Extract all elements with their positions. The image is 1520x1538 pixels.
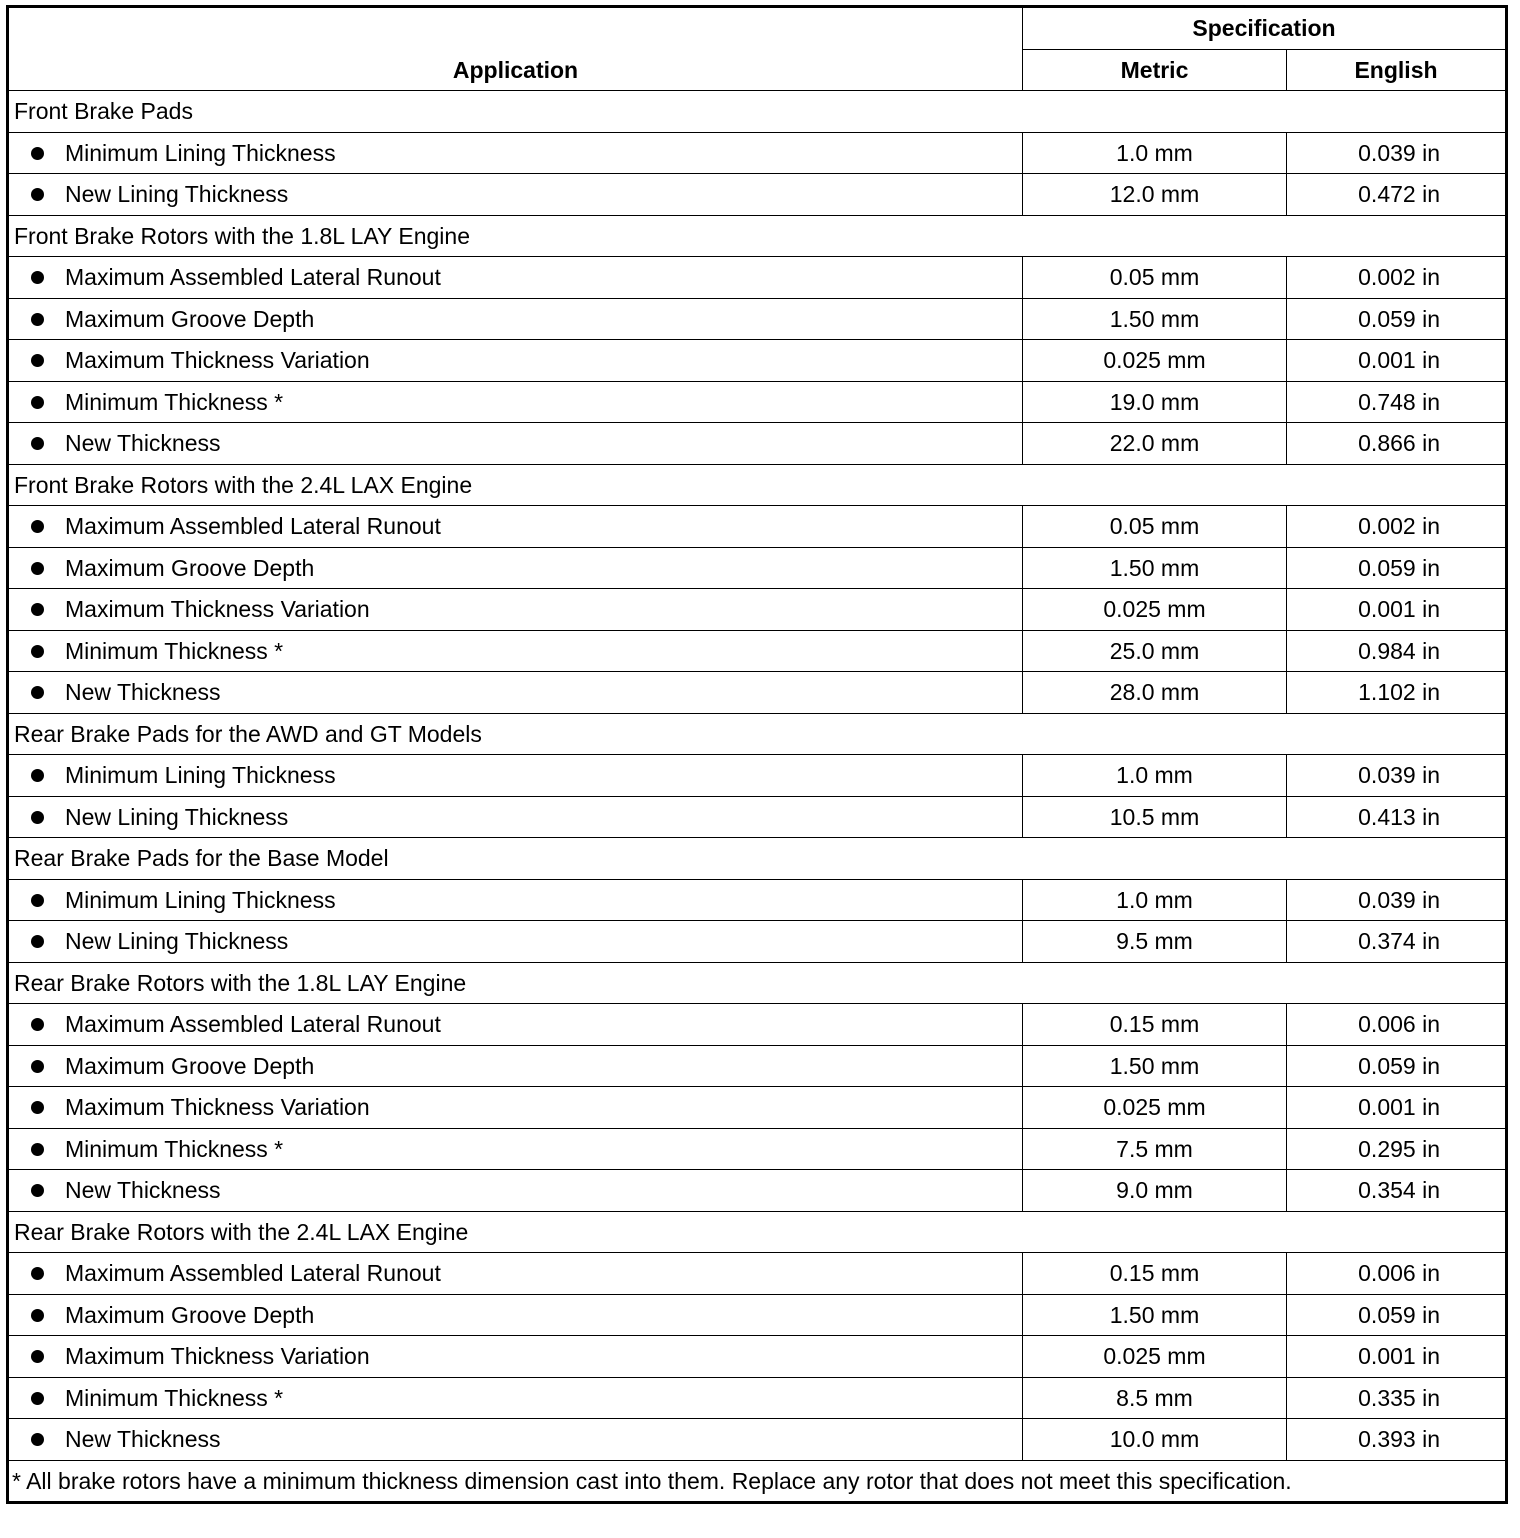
item-label: Maximum Groove Depth xyxy=(65,305,315,332)
application-cell xyxy=(8,1336,1023,1378)
table-row xyxy=(8,174,1507,216)
table-row xyxy=(8,630,1507,672)
table-row xyxy=(8,381,1507,423)
english-value: 0.393 in xyxy=(1287,1419,1507,1461)
metric-value: 0.025 mm xyxy=(1023,589,1287,631)
application-cell xyxy=(8,298,1023,340)
table-row xyxy=(8,423,1507,465)
bullet-icon xyxy=(31,1184,44,1197)
english-value: 0.002 in xyxy=(1287,257,1507,299)
bullet-icon xyxy=(31,686,44,699)
item-label: Maximum Thickness Variation xyxy=(65,596,370,623)
footnote: * All brake rotors have a minimum thickness dimension cast into them. Replace any rotor that does not meet this specification. xyxy=(8,1460,1507,1503)
section-row xyxy=(8,962,1507,1004)
item-label: Maximum Thickness Variation xyxy=(65,347,370,374)
bullet-icon xyxy=(31,147,44,160)
item-label: New Lining Thickness xyxy=(65,181,289,208)
table-row xyxy=(8,1004,1507,1046)
bullet-icon xyxy=(31,520,44,533)
english-value: 0.984 in xyxy=(1287,630,1507,672)
metric-value: 1.50 mm xyxy=(1023,1045,1287,1087)
english-value: 0.006 in xyxy=(1287,1253,1507,1295)
bullet-icon xyxy=(31,1101,44,1114)
item-label: Maximum Assembled Lateral Runout xyxy=(65,264,441,291)
metric-value: 0.05 mm xyxy=(1023,257,1287,299)
metric-value: 0.025 mm xyxy=(1023,1087,1287,1129)
section-title: Rear Brake Pads for the Base Model xyxy=(8,838,1507,880)
application-cell xyxy=(8,257,1023,299)
section-row xyxy=(8,464,1507,506)
bullet-icon xyxy=(31,354,44,367)
bullet-icon xyxy=(31,396,44,409)
section-row xyxy=(8,838,1507,880)
english-value: 0.059 in xyxy=(1287,1045,1507,1087)
table-row xyxy=(8,1087,1507,1129)
metric-value: 1.0 mm xyxy=(1023,755,1287,797)
bullet-icon xyxy=(31,603,44,616)
item-label: New Thickness xyxy=(65,430,221,457)
table-row xyxy=(8,879,1507,921)
english-value: 0.866 in xyxy=(1287,423,1507,465)
english-value: 0.472 in xyxy=(1287,174,1507,216)
header-row-top xyxy=(8,7,1507,50)
table-row xyxy=(8,506,1507,548)
section-row xyxy=(8,91,1507,133)
application-column-header: Application xyxy=(8,7,1023,91)
english-value: 0.059 in xyxy=(1287,298,1507,340)
bullet-icon xyxy=(31,1433,44,1446)
application-cell xyxy=(8,1087,1023,1129)
application-cell xyxy=(8,1004,1023,1046)
item-label: Maximum Assembled Lateral Runout xyxy=(65,1011,441,1038)
table-row xyxy=(8,755,1507,797)
table-row xyxy=(8,796,1507,838)
bullet-icon xyxy=(31,769,44,782)
item-label: New Lining Thickness xyxy=(65,928,289,955)
application-cell xyxy=(8,1170,1023,1212)
english-value: 0.335 in xyxy=(1287,1377,1507,1419)
english-column-header: English xyxy=(1287,49,1507,91)
bullet-icon xyxy=(31,1143,44,1156)
application-cell xyxy=(8,132,1023,174)
metric-value: 8.5 mm xyxy=(1023,1377,1287,1419)
metric-value: 1.50 mm xyxy=(1023,1294,1287,1336)
english-value: 0.748 in xyxy=(1287,381,1507,423)
table-row xyxy=(8,257,1507,299)
application-cell xyxy=(8,1128,1023,1170)
section-title: Front Brake Rotors with the 2.4L LAX Engine xyxy=(8,464,1507,506)
application-cell xyxy=(8,423,1023,465)
metric-value: 25.0 mm xyxy=(1023,630,1287,672)
bullet-icon xyxy=(31,188,44,201)
item-label: Maximum Assembled Lateral Runout xyxy=(65,1260,441,1287)
item-label: New Thickness xyxy=(65,679,221,706)
english-value: 0.039 in xyxy=(1287,879,1507,921)
section-row xyxy=(8,215,1507,257)
application-cell xyxy=(8,174,1023,216)
bullet-icon xyxy=(31,1060,44,1073)
metric-value: 9.0 mm xyxy=(1023,1170,1287,1212)
specification-column-header: Specification xyxy=(1023,7,1507,50)
item-label: Maximum Groove Depth xyxy=(65,1301,315,1328)
english-value: 0.059 in xyxy=(1287,547,1507,589)
application-cell xyxy=(8,381,1023,423)
application-cell xyxy=(8,589,1023,631)
item-label: Maximum Groove Depth xyxy=(65,554,315,581)
metric-value: 1.50 mm xyxy=(1023,298,1287,340)
table-row xyxy=(8,589,1507,631)
metric-value: 10.5 mm xyxy=(1023,796,1287,838)
item-label: Minimum Lining Thickness xyxy=(65,762,336,789)
application-cell xyxy=(8,879,1023,921)
item-label: Minimum Thickness * xyxy=(65,388,284,415)
application-cell xyxy=(8,1377,1023,1419)
item-label: Minimum Lining Thickness xyxy=(65,139,336,166)
application-cell xyxy=(8,340,1023,382)
metric-value: 28.0 mm xyxy=(1023,672,1287,714)
item-label: Minimum Thickness * xyxy=(65,637,284,664)
application-cell xyxy=(8,1294,1023,1336)
item-label: New Thickness xyxy=(65,1426,221,1453)
bullet-icon xyxy=(31,1392,44,1405)
table-row xyxy=(8,132,1507,174)
table-row xyxy=(8,1045,1507,1087)
english-value: 0.006 in xyxy=(1287,1004,1507,1046)
table-body xyxy=(8,91,1507,1461)
application-cell xyxy=(8,630,1023,672)
section-row xyxy=(8,713,1507,755)
application-cell xyxy=(8,1045,1023,1087)
application-cell xyxy=(8,796,1023,838)
bullet-icon xyxy=(31,437,44,450)
english-value: 0.039 in xyxy=(1287,755,1507,797)
table-row xyxy=(8,340,1507,382)
english-value: 0.413 in xyxy=(1287,796,1507,838)
bullet-icon xyxy=(31,935,44,948)
metric-column-header: Metric xyxy=(1023,49,1287,91)
metric-value: 9.5 mm xyxy=(1023,921,1287,963)
metric-value: 0.15 mm xyxy=(1023,1253,1287,1295)
bullet-icon xyxy=(31,894,44,907)
section-title: Rear Brake Rotors with the 1.8L LAY Engine xyxy=(8,962,1507,1004)
table-row xyxy=(8,1253,1507,1295)
table-row xyxy=(8,672,1507,714)
table-row xyxy=(8,1294,1507,1336)
english-value: 0.295 in xyxy=(1287,1128,1507,1170)
english-value: 0.001 in xyxy=(1287,1087,1507,1129)
item-label: Maximum Thickness Variation xyxy=(65,1343,370,1370)
bullet-icon xyxy=(31,562,44,575)
table-header xyxy=(8,7,1507,91)
item-label: Minimum Lining Thickness xyxy=(65,886,336,913)
english-value: 0.002 in xyxy=(1287,506,1507,548)
application-cell xyxy=(8,1419,1023,1461)
application-cell xyxy=(8,547,1023,589)
section-row xyxy=(8,1211,1507,1253)
metric-value: 12.0 mm xyxy=(1023,174,1287,216)
application-cell xyxy=(8,921,1023,963)
bullet-icon xyxy=(31,1018,44,1031)
metric-value: 0.15 mm xyxy=(1023,1004,1287,1046)
metric-value: 0.05 mm xyxy=(1023,506,1287,548)
bullet-icon xyxy=(31,313,44,326)
english-value: 0.374 in xyxy=(1287,921,1507,963)
table-row xyxy=(8,1377,1507,1419)
item-label: New Thickness xyxy=(65,1177,221,1204)
english-value: 0.059 in xyxy=(1287,1294,1507,1336)
bullet-icon xyxy=(31,645,44,658)
section-title: Rear Brake Pads for the AWD and GT Models xyxy=(8,713,1507,755)
english-value: 0.354 in xyxy=(1287,1170,1507,1212)
english-value: 0.001 in xyxy=(1287,1336,1507,1378)
section-title: Rear Brake Rotors with the 2.4L LAX Engine xyxy=(8,1211,1507,1253)
application-cell xyxy=(8,672,1023,714)
item-label: Maximum Assembled Lateral Runout xyxy=(65,513,441,540)
brake-specification-table xyxy=(6,5,1508,1504)
section-title: Front Brake Rotors with the 1.8L LAY Engine xyxy=(8,215,1507,257)
table-row xyxy=(8,298,1507,340)
bullet-icon xyxy=(31,1309,44,1322)
bullet-icon xyxy=(31,271,44,284)
footnote-row xyxy=(8,1460,1507,1503)
table-row xyxy=(8,1128,1507,1170)
item-label: Minimum Thickness * xyxy=(65,1384,284,1411)
table-row xyxy=(8,921,1507,963)
metric-value: 22.0 mm xyxy=(1023,423,1287,465)
item-label: Minimum Thickness * xyxy=(65,1135,284,1162)
section-title: Front Brake Pads xyxy=(8,91,1507,133)
metric-value: 7.5 mm xyxy=(1023,1128,1287,1170)
application-cell xyxy=(8,506,1023,548)
english-value: 0.001 in xyxy=(1287,589,1507,631)
item-label: Maximum Thickness Variation xyxy=(65,1094,370,1121)
table-row xyxy=(8,1419,1507,1461)
english-value: 1.102 in xyxy=(1287,672,1507,714)
table-row xyxy=(8,1336,1507,1378)
metric-value: 19.0 mm xyxy=(1023,381,1287,423)
table-row xyxy=(8,1170,1507,1212)
bullet-icon xyxy=(31,811,44,824)
application-cell xyxy=(8,755,1023,797)
english-value: 0.039 in xyxy=(1287,132,1507,174)
application-cell xyxy=(8,1253,1023,1295)
item-label: New Lining Thickness xyxy=(65,803,289,830)
english-value: 0.001 in xyxy=(1287,340,1507,382)
metric-value: 0.025 mm xyxy=(1023,1336,1287,1378)
metric-value: 10.0 mm xyxy=(1023,1419,1287,1461)
table-row xyxy=(8,547,1507,589)
bullet-icon xyxy=(31,1350,44,1363)
metric-value: 0.025 mm xyxy=(1023,340,1287,382)
table-footer xyxy=(8,1460,1507,1503)
item-label: Maximum Groove Depth xyxy=(65,1052,315,1079)
metric-value: 1.0 mm xyxy=(1023,132,1287,174)
metric-value: 1.50 mm xyxy=(1023,547,1287,589)
metric-value: 1.0 mm xyxy=(1023,879,1287,921)
bullet-icon xyxy=(31,1267,44,1280)
